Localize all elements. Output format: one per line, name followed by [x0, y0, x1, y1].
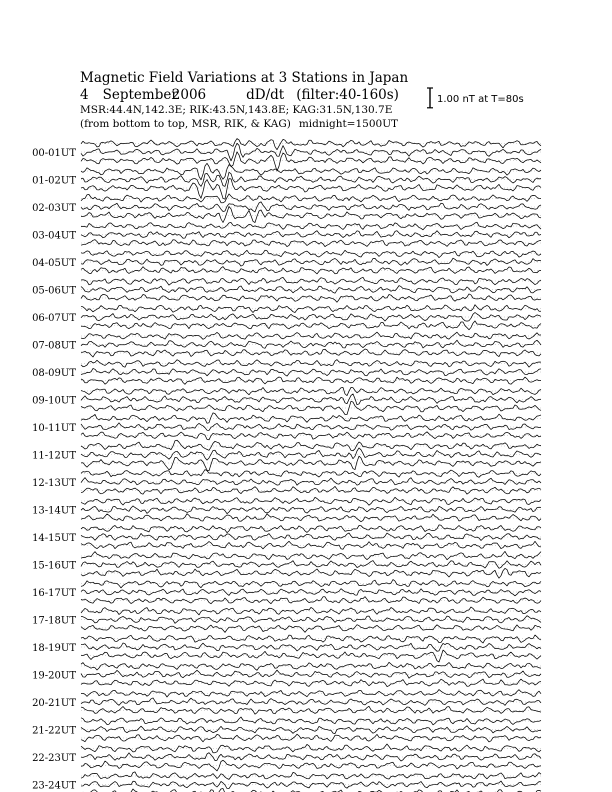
midnight-note: midnight=1500UT: [298, 118, 399, 130]
row-label: 16-17UT: [32, 588, 76, 599]
row-label: 05-06UT: [32, 285, 76, 297]
row-label: 03-04UT: [32, 230, 76, 242]
scale-bar: [427, 88, 433, 108]
row-label: 18-19UT: [32, 643, 76, 654]
trace-kag: [81, 440, 541, 451]
trace-rik: [81, 670, 541, 678]
trace-kag: [81, 690, 541, 698]
trace-rik: [81, 533, 541, 541]
trace-kag: [81, 250, 541, 257]
trace-rik: [81, 423, 541, 431]
trace-rik: [81, 340, 541, 348]
row-label: 14-15UT: [32, 533, 76, 544]
trace-kag: [81, 744, 541, 753]
row-label: 02-03UT: [32, 203, 76, 214]
trace-kag: [81, 772, 541, 780]
trace-msr: [81, 597, 541, 604]
trace-rik: [81, 506, 541, 514]
trace-kag: [81, 413, 541, 423]
trace-rik: [81, 478, 541, 486]
trace-msr: [81, 240, 541, 247]
row-label: 01-02UT: [32, 175, 76, 187]
trace-msr: [81, 706, 541, 714]
row-label: 22-23UT: [32, 753, 76, 764]
hour-rows: [32, 139, 541, 792]
row-label: 09-10UT: [32, 395, 76, 407]
trace-msr: [81, 789, 541, 792]
trace-rik: [81, 781, 541, 789]
trace-kag: [81, 525, 541, 533]
station-order-note: (from bottom to top, MSR, RIK, & KAG): [80, 118, 291, 130]
trace-msr: [81, 179, 541, 200]
trace-kag: [81, 277, 541, 285]
row-label: 10-11UT: [32, 423, 76, 434]
trace-msr: [81, 650, 541, 662]
trace-msr: [81, 377, 541, 384]
trace-kag: [81, 332, 541, 339]
trace-msr: [81, 267, 541, 274]
trace-rik: [81, 286, 541, 294]
row-label: 12-13UT: [32, 478, 76, 489]
row-label: 11-12UT: [32, 450, 76, 462]
trace-msr: [81, 568, 541, 578]
component-label: dD/dt: [246, 87, 285, 103]
row-label: 20-21UT: [32, 698, 76, 709]
row-label: 04-05UT: [32, 258, 76, 269]
trace-kag: [81, 387, 541, 395]
trace-kag: [81, 470, 541, 478]
filter-label: (filter:40-160s): [296, 87, 399, 103]
row-label: 21-22UT: [32, 725, 76, 737]
trace-kag: [81, 551, 541, 559]
trace-rik: [81, 698, 541, 706]
trace-rik: [81, 369, 541, 377]
trace-msr: [81, 432, 541, 440]
row-label: 17-18UT: [32, 615, 76, 627]
trace-kag: [81, 163, 541, 180]
trace-rik: [81, 448, 541, 460]
trace-kag: [81, 662, 541, 670]
date-day: 4: [80, 87, 89, 103]
trace-kag: [81, 635, 541, 643]
trace-rik: [81, 258, 541, 266]
row-label: 15-16UT: [32, 560, 76, 572]
trace-msr: [81, 625, 541, 633]
row-label: 13-14UT: [32, 505, 76, 517]
trace-kag: [81, 139, 541, 150]
trace-msr: [81, 152, 541, 171]
trace-rik: [81, 616, 541, 624]
row-label: 19-20UT: [32, 670, 76, 682]
row-label: 07-08UT: [32, 340, 76, 352]
row-label: 06-07UT: [32, 313, 76, 324]
trace-kag: [81, 607, 541, 615]
trace-rik: [81, 589, 541, 596]
date-month: September: [102, 87, 178, 103]
trace-kag: [81, 497, 541, 505]
scale-bar-label: 1.00 nT at T=80s: [437, 94, 524, 105]
trace-kag: [81, 194, 541, 203]
trace-msr: [81, 456, 541, 471]
row-label: 00-01UT: [32, 148, 76, 159]
date-year: 2006: [171, 87, 207, 103]
trace-msr: [81, 514, 541, 522]
trace-msr: [81, 294, 541, 302]
chart-title: Magnetic Field Variations at 3 Stations in Japan: [80, 70, 409, 86]
row-label: 08-09UT: [32, 368, 76, 379]
row-label: 23-24UT: [32, 780, 76, 792]
station-coordinates: MSR:44.4N,142.3E; RIK:43.5N,143.8E; KAG:31.5N,130.7E: [80, 104, 393, 116]
trace-kag: [81, 360, 541, 368]
